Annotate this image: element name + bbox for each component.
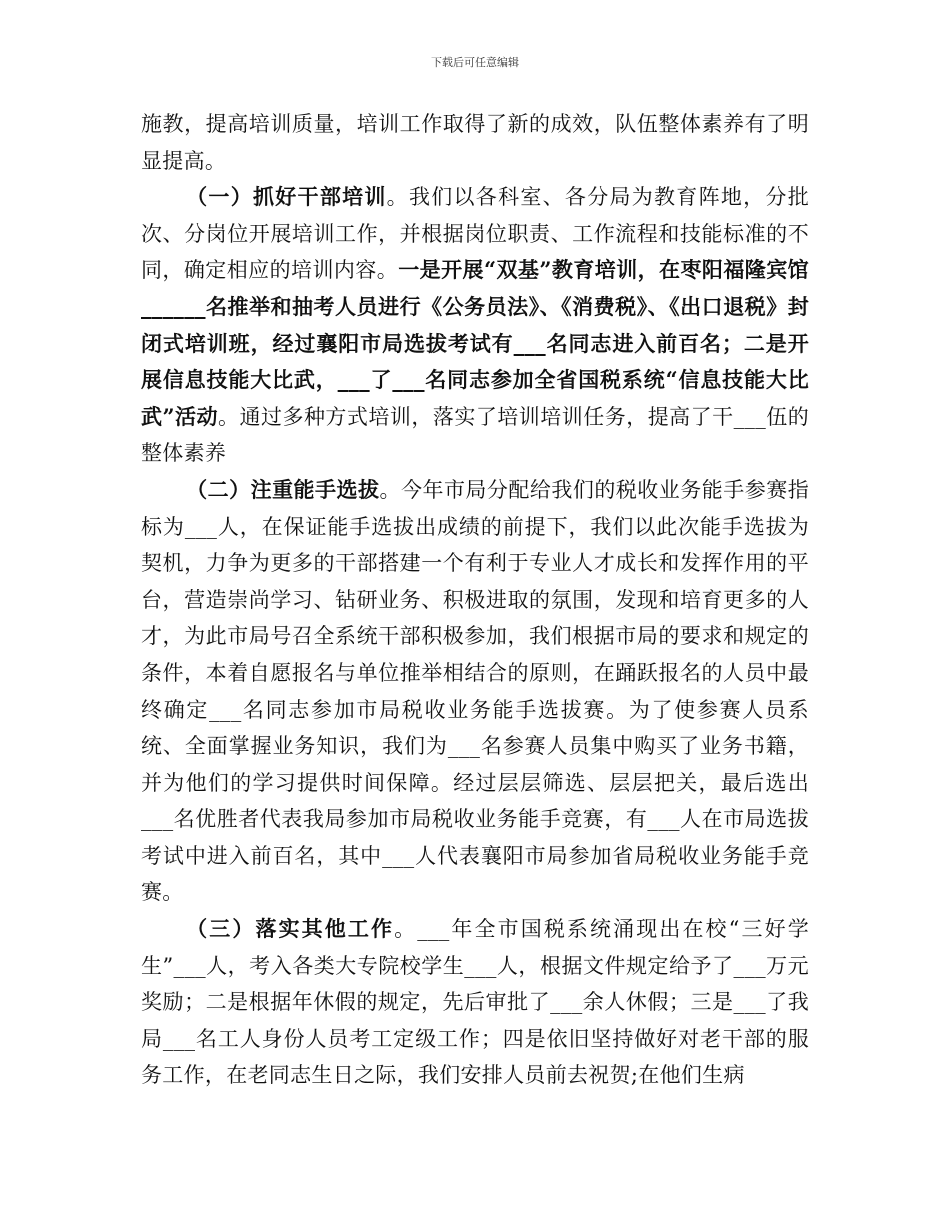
- section-heading-3: （三）落实其他工作: [186, 916, 395, 942]
- paragraph-cadre-training: [141, 179, 809, 472]
- paragraph-continuation: 施教，提高培训质量，培训工作取得了新的成效，队伍整体素养有了明显提高。: [141, 112, 809, 173]
- section-1-intro: 。我们以各科室、各分局为教育阵地，分批次、分岗位开展培训工作，并根据岗位职责、工作流程和技能标准的不同，确定相应的培训内容。: [141, 185, 810, 283]
- section-heading-2: （二）注重能手选拔: [186, 476, 380, 502]
- section-3-body: 。___年全市国税系统涌现出在校“三好学生”___人，考入各类大专院校学生___人，根据文件规定给予了___万元奖励；二是根据年休假的规定，先后审批了___余人休假；三是___了我局___名工人身份人员考工定级工作；四是依旧坚持做好对老干部的服务工作，在老同志生日之际，我们安排人员前去祝贺;在他们生病: [141, 917, 810, 1088]
- paragraph-other-work: [141, 911, 809, 1094]
- section-1-tail: 。通过多种方式培训，落实了培训培训任务，提高了干___伍的整体素养: [141, 404, 809, 466]
- page-header: 下载后可任意编辑: [431, 56, 519, 69]
- paragraph-talent-selection: [141, 472, 809, 911]
- section-1-bold-text: 一是开展“双基”教育培训，在枣阳福隆宾馆______名推举和抽考人员进行《公务员法》、《消费税》、《出口退税》封闭式培训班，经过襄阳市局选拔考试有___名同志进入前百名；二是开展信息技能大比武，___了___名同志参加全省国税系统“信息技能大比武”活动: [141, 257, 809, 429]
- document-body: [141, 106, 809, 1094]
- section-heading-1: （一）抓好干部培训: [186, 184, 387, 210]
- section-2-body: 。今年市局分配给我们的税收业务能手参赛指标为___人，在保证能手选拔出成绩的前提下，我们以此次能手选拔为契机，力争为更多的干部搭建一个有利于专业人才成长和发挥作用的平台，营造崇尚学习、钻研业务、积极进取的氛围，发现和培育更多的人才，为此市局号召全系统干部积极参加，我们根据市局的要求和规定的条件，本着自愿报名与单位推举相结合的原则，在踊跃报名的人员中最终确定___名同志参加市局税收业务能手选拔赛。为了使参赛人员系统、全面掌握业务知识，我们为___名参赛人员集中购买了业务书籍，并为他们的学习提供时间保障。经过层层筛选、层层把关，最后选出___名优胜者代表我局参加市局税收业务能手竞赛，有___人在市局选拔考试中进入前百名，其中___人代表襄阳市局参加省局税收业务能手竞赛。: [141, 477, 809, 905]
